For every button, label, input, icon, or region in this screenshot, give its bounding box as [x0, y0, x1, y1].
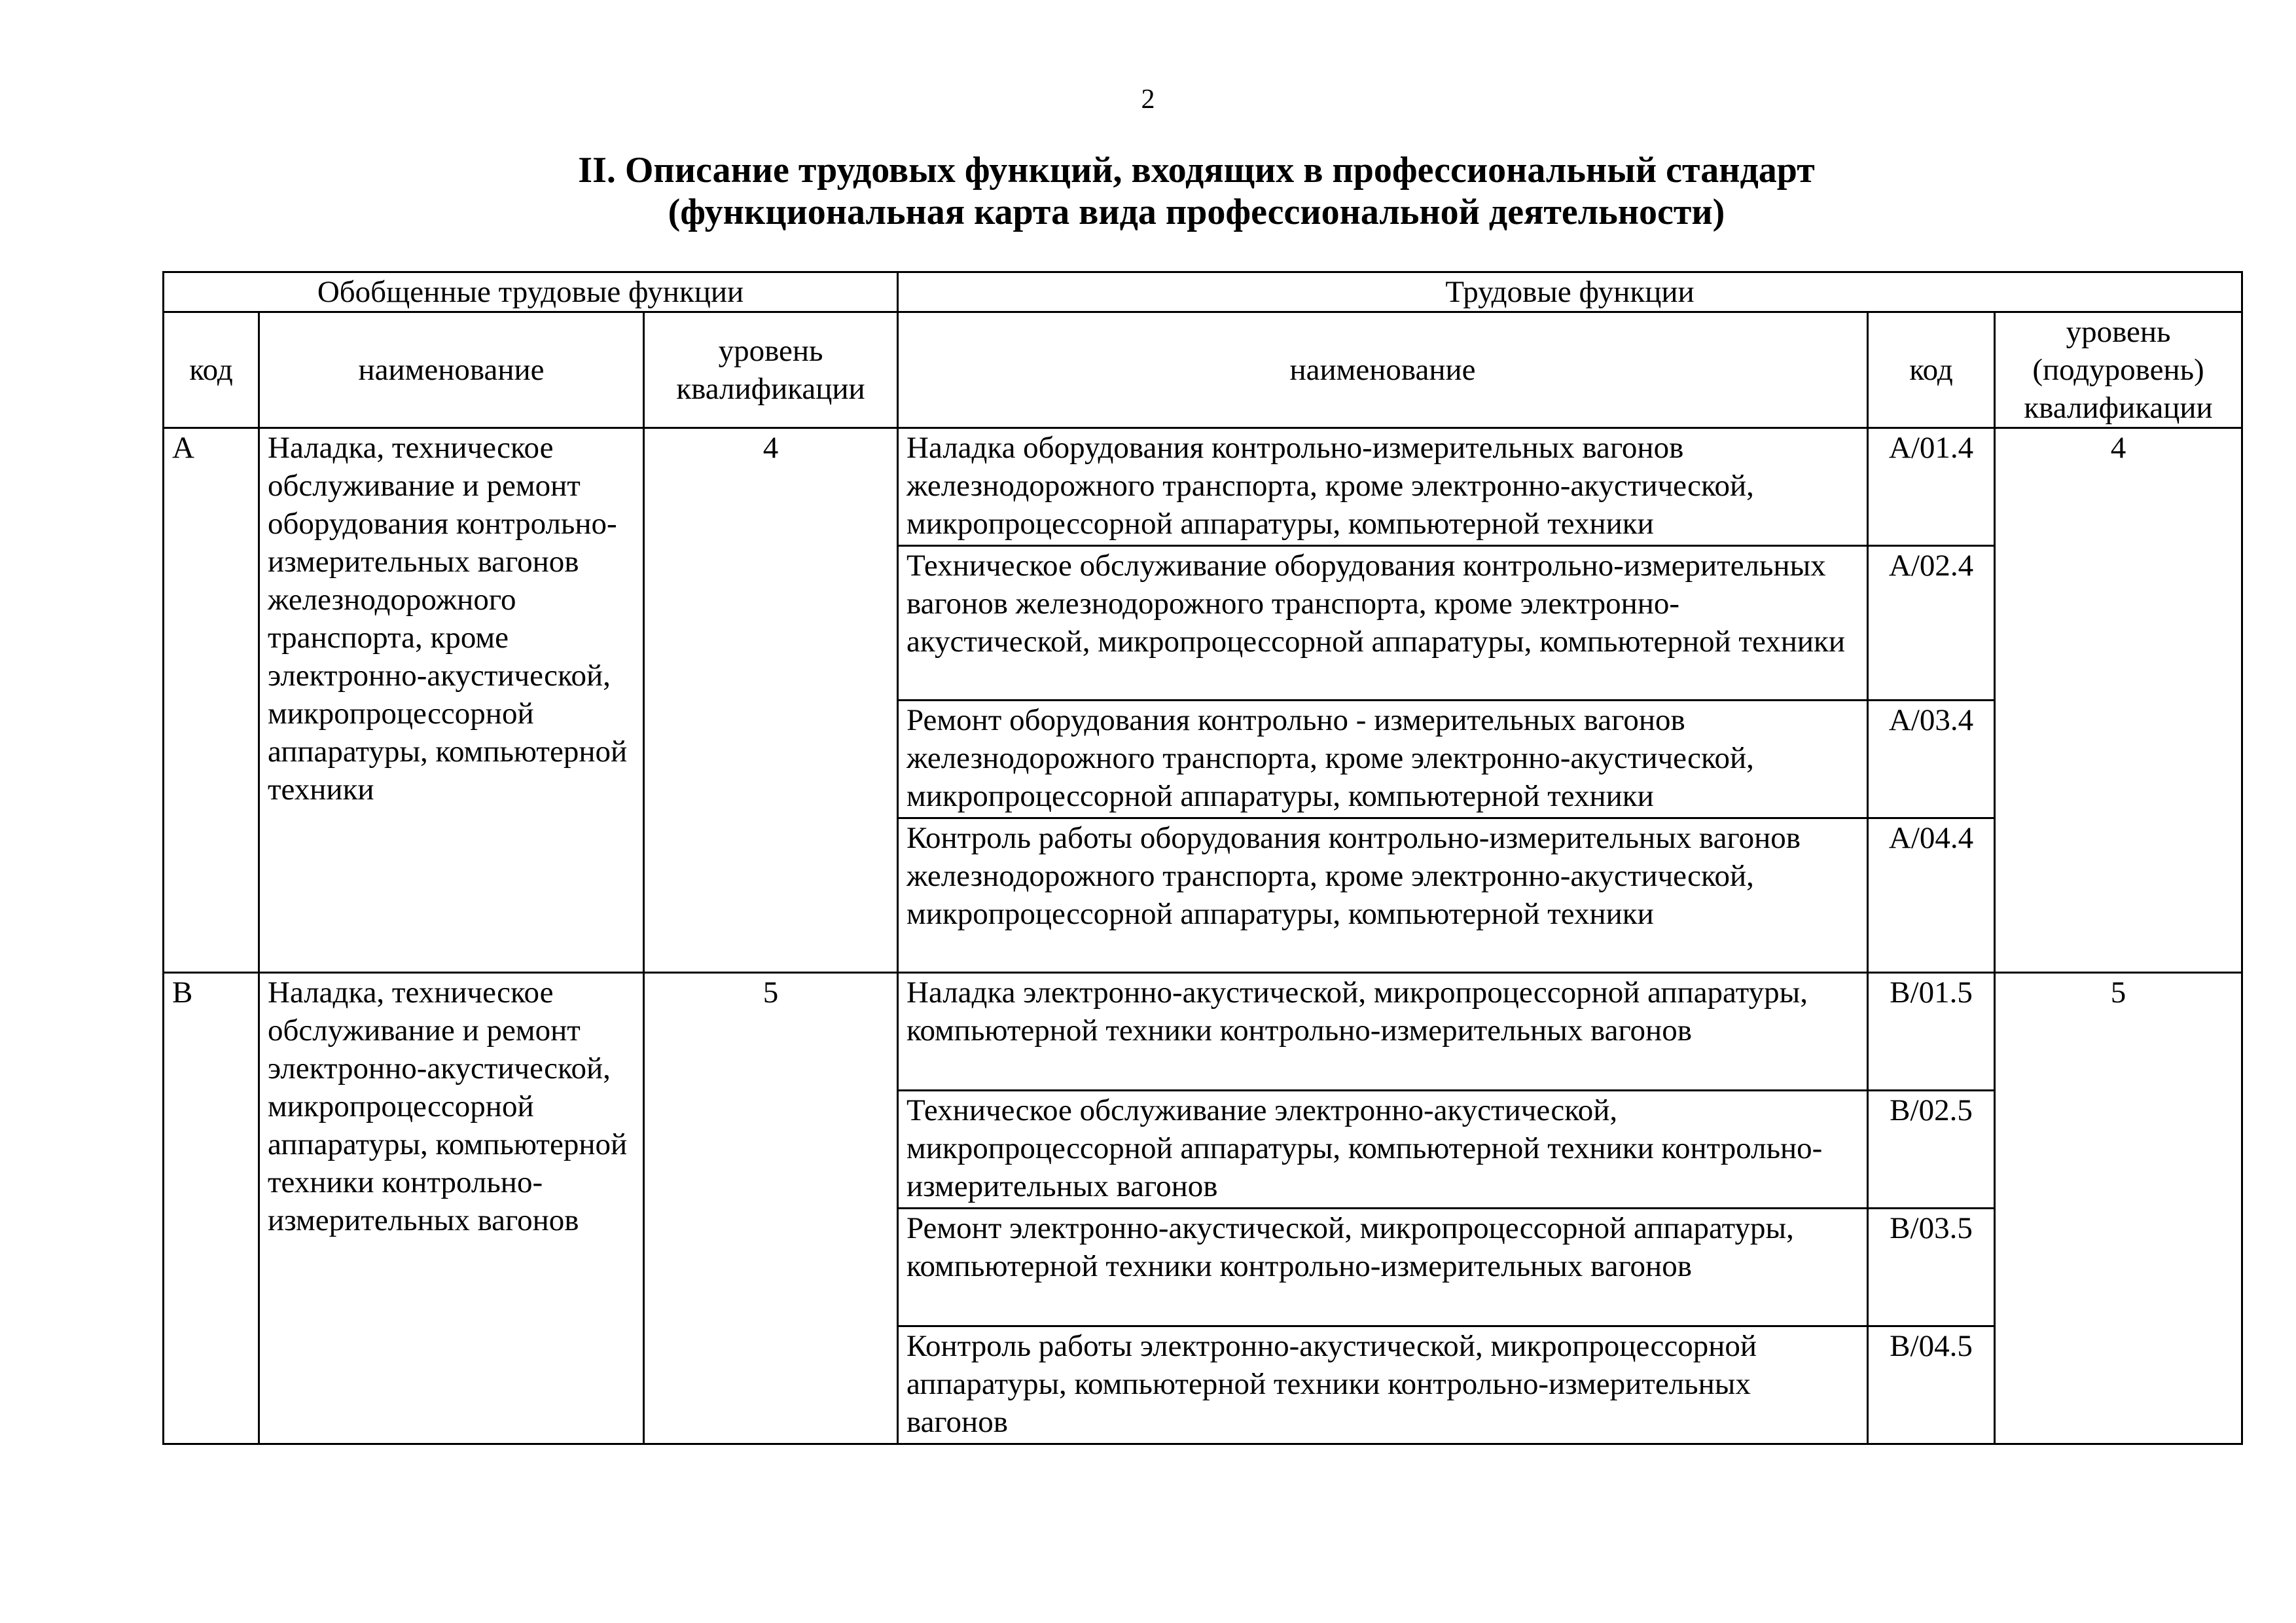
generalized-function-level: 4: [644, 428, 898, 973]
labor-function-code: B/02.5: [1868, 1091, 1995, 1209]
labor-function-sublevel: 5: [1995, 973, 2242, 1444]
labor-function-code: A/03.4: [1868, 701, 1995, 818]
column-header-row: [164, 312, 2242, 428]
labor-function-name: Наладка оборудования контрольно-измерительных вагонов железнодорожного транспорта, кроме электронно-акустической, микропроцессорной аппаратуры, компьютерной техники: [898, 428, 1868, 546]
labor-functions-header: Трудовые функции: [898, 272, 2242, 312]
labor-function-code: B/04.5: [1868, 1326, 1995, 1444]
table-row: [164, 973, 2242, 1091]
col-header-code: код: [164, 312, 259, 428]
labor-function-code: B/01.5: [1868, 973, 1995, 1091]
labor-function-name: Техническое обслуживание электронно-акустической, микропроцессорной аппаратуры, компьютерной техники контрольно-измерительных вагонов: [898, 1091, 1868, 1209]
group-header-row: [164, 272, 2242, 312]
col-header-level: уровень квалификации: [644, 312, 898, 428]
functional-map-table: [162, 271, 2243, 1445]
col-header-tf-code: код: [1868, 312, 1995, 428]
page-number: 2: [1141, 84, 1155, 115]
section-title-line-2: (функциональная карта вида профессиональной деятельности): [668, 192, 1725, 232]
col-header-name: наименование: [259, 312, 644, 428]
section-title-line-1: II. Описание трудовых функций, входящих в профессиональный стандарт: [578, 150, 1815, 191]
labor-function-name: Контроль работы электронно-акустической, микропроцессорной аппаратуры, компьютерной техники контрольно-измерительных вагонов: [898, 1326, 1868, 1444]
labor-function-name: Техническое обслуживание оборудования контрольно-измерительных вагонов железнодорожного транспорта, кроме электронно-акустической, микропроцессорной аппаратуры, компьютерной техники: [898, 546, 1868, 701]
generalized-functions-header: Обобщенные трудовые функции: [164, 272, 898, 312]
generalized-function-name: Наладка, техническое обслуживание и ремонт оборудования контрольно-измерительных вагонов железнодорожного транспорта, кроме электронно-акустической, микропроцессорной аппаратуры, компьютерной техники: [259, 428, 644, 973]
labor-function-sublevel: 4: [1995, 428, 2242, 973]
labor-function-name: Ремонт оборудования контрольно - измерительных вагонов железнодорожного транспорта, кроме электронно-акустической, микропроцессорной аппаратуры, компьютерной техники: [898, 701, 1868, 818]
generalized-function-name: Наладка, техническое обслуживание и ремонт электронно-акустической, микропроцессорной аппаратуры, компьютерной техники контрольно-измерительных вагонов: [259, 973, 644, 1444]
generalized-function-level: 5: [644, 973, 898, 1444]
labor-function-code: B/03.5: [1868, 1209, 1995, 1326]
table-row: [164, 428, 2242, 546]
col-header-tf-level: уровень (подуровень) квалификации: [1995, 312, 2242, 428]
labor-function-name: Контроль работы оборудования контрольно-измерительных вагонов железнодорожного транспорта, кроме электронно-акустической, микропроцессорной аппаратуры, компьютерной техники: [898, 818, 1868, 973]
labor-function-name: Наладка электронно-акустической, микропроцессорной аппаратуры, компьютерной техники контрольно-измерительных вагонов: [898, 973, 1868, 1091]
labor-function-code: A/04.4: [1868, 818, 1995, 973]
section-title: [0, 149, 2296, 233]
col-header-tf-name: наименование: [898, 312, 1868, 428]
generalized-function-code: B: [164, 973, 259, 1444]
labor-function-code: A/01.4: [1868, 428, 1995, 546]
generalized-function-code: A: [164, 428, 259, 973]
labor-function-name: Ремонт электронно-акустической, микропроцессорной аппаратуры, компьютерной техники контрольно-измерительных вагонов: [898, 1209, 1868, 1326]
labor-function-code: A/02.4: [1868, 546, 1995, 701]
